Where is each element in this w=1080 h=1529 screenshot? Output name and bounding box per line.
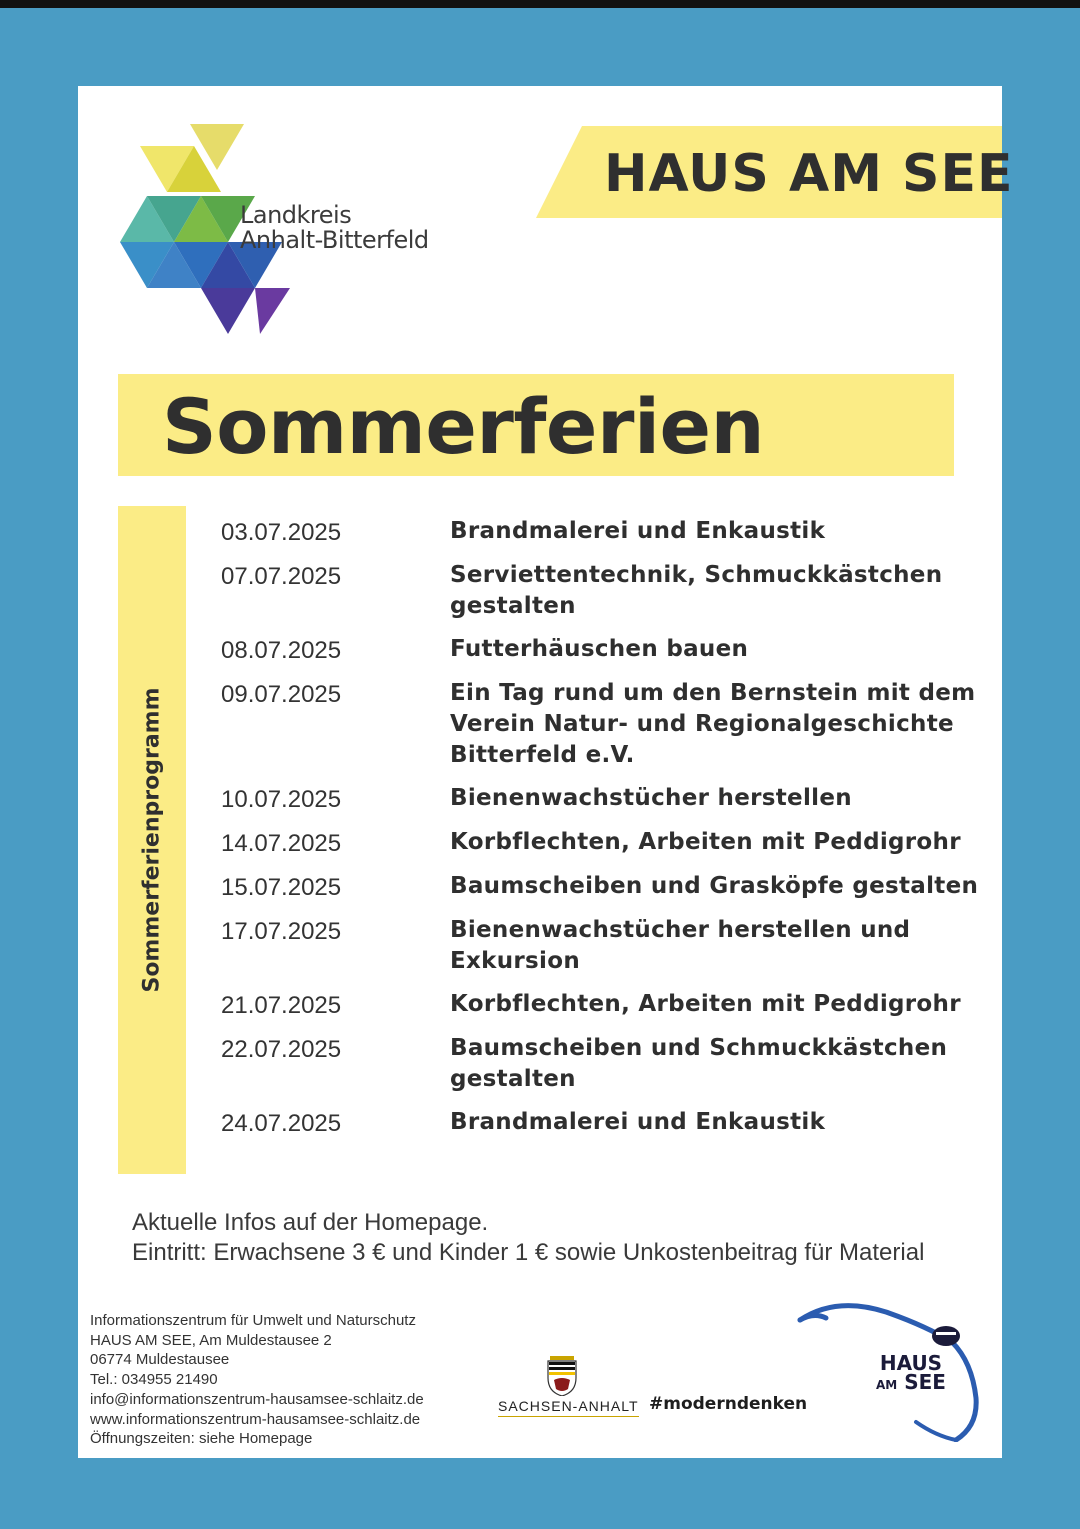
schedule-date: 09.07.2025 <box>221 681 342 708</box>
schedule-activity: Bienenwachstücher herstellen und Exkursion <box>450 917 911 974</box>
schedule-activity: Futterhäuschen bauen <box>450 636 749 662</box>
schedule-activity: Bienenwachstücher herstellen <box>450 785 852 811</box>
hashtag: #moderndenken <box>649 1394 808 1414</box>
sachsen-anhalt-label: SACHSEN-ANHALT <box>498 1398 639 1417</box>
schedule-row <box>221 1107 991 1139</box>
haus-logo-see: SEE <box>904 1370 946 1394</box>
schedule-row <box>221 871 991 903</box>
schedule-activity: Korbflechten, Arbeiten mit Peddigrohr <box>450 991 961 1017</box>
logo-line-2: Anhalt-Bitterfeld <box>240 226 429 254</box>
schedule-row <box>221 989 991 1021</box>
coat-of-arms-icon <box>544 1356 580 1396</box>
schedule-row <box>221 516 991 548</box>
info-line-admission: Eintritt: Erwachsene 3 € und Kinder 1 € sowie Unkostenbeitrag für Material <box>132 1239 925 1266</box>
poster-sheet <box>78 86 1014 1458</box>
schedule-activity: Serviettentechnik, Schmuckkästchen gestalten <box>450 562 943 619</box>
side-label: Sommerferienprogramm <box>139 687 165 993</box>
schedule-row <box>221 915 991 977</box>
schedule-row <box>221 634 991 666</box>
schedule-activity: Baumscheiben und Grasköpfe gestalten <box>450 873 979 899</box>
email-link[interactable]: info@informationszentrum-hausamsee-schlaitz.de <box>90 1390 424 1408</box>
address-line: 06774 Muldestausee <box>90 1351 230 1369</box>
schedule-activity: Brandmalerei und Enkaustik <box>450 1109 826 1135</box>
top-edge-bar <box>0 0 1080 8</box>
haus-am-see-logo-text <box>876 1351 946 1395</box>
schedule-list <box>221 516 991 1151</box>
landkreis-logo-text <box>240 203 429 253</box>
address-line: Öffnungszeiten: siehe Homepage <box>90 1430 313 1448</box>
schedule-activity: Brandmalerei und Enkaustik <box>450 518 826 544</box>
address-line: HAUS AM SEE, Am Muldestausee 2 <box>90 1331 332 1349</box>
footer-address <box>90 1311 424 1449</box>
schedule-row <box>221 560 991 622</box>
schedule-date: 08.07.2025 <box>221 637 342 664</box>
schedule-date: 07.07.2025 <box>221 563 342 590</box>
schedule-date: 24.07.2025 <box>221 1110 342 1137</box>
schedule-date: 17.07.2025 <box>221 918 342 945</box>
page-title: Sommerferien <box>162 382 765 471</box>
address-line: Tel.: 034955 21490 <box>90 1371 218 1389</box>
schedule-row <box>221 783 991 815</box>
info-line-homepage: Aktuelle Infos auf der Homepage. <box>132 1209 489 1236</box>
banner-title: HAUS AM SEE <box>604 144 1014 204</box>
schedule-row <box>221 1033 991 1095</box>
schedule-date: 10.07.2025 <box>221 786 342 813</box>
schedule-activity: Ein Tag rund um den Bernstein mit dem Verein Natur- und Regionalgeschichte Bitterfeld e.V. <box>450 680 976 768</box>
schedule-row <box>221 678 991 771</box>
schedule-date: 21.07.2025 <box>221 992 342 1019</box>
website-link[interactable]: www.informationszentrum-hausamsee-schlaitz.de <box>90 1410 421 1428</box>
logo-line-1: Landkreis <box>240 201 352 229</box>
schedule-date: 22.07.2025 <box>221 1036 342 1063</box>
info-text <box>132 1208 924 1268</box>
schedule-date: 03.07.2025 <box>221 519 342 546</box>
schedule-activity: Baumscheiben und Schmuckkästchen gestalten <box>450 1035 948 1092</box>
address-line: Informationszentrum für Umwelt und Naturschutz <box>90 1312 416 1329</box>
schedule-date: 15.07.2025 <box>221 874 342 901</box>
schedule-row <box>221 827 991 859</box>
schedule-date: 14.07.2025 <box>221 830 342 857</box>
schedule-activity: Korbflechten, Arbeiten mit Peddigrohr <box>450 829 961 855</box>
haus-logo-haus: HAUS <box>879 1351 943 1375</box>
haus-logo-am: AM <box>876 1378 898 1392</box>
